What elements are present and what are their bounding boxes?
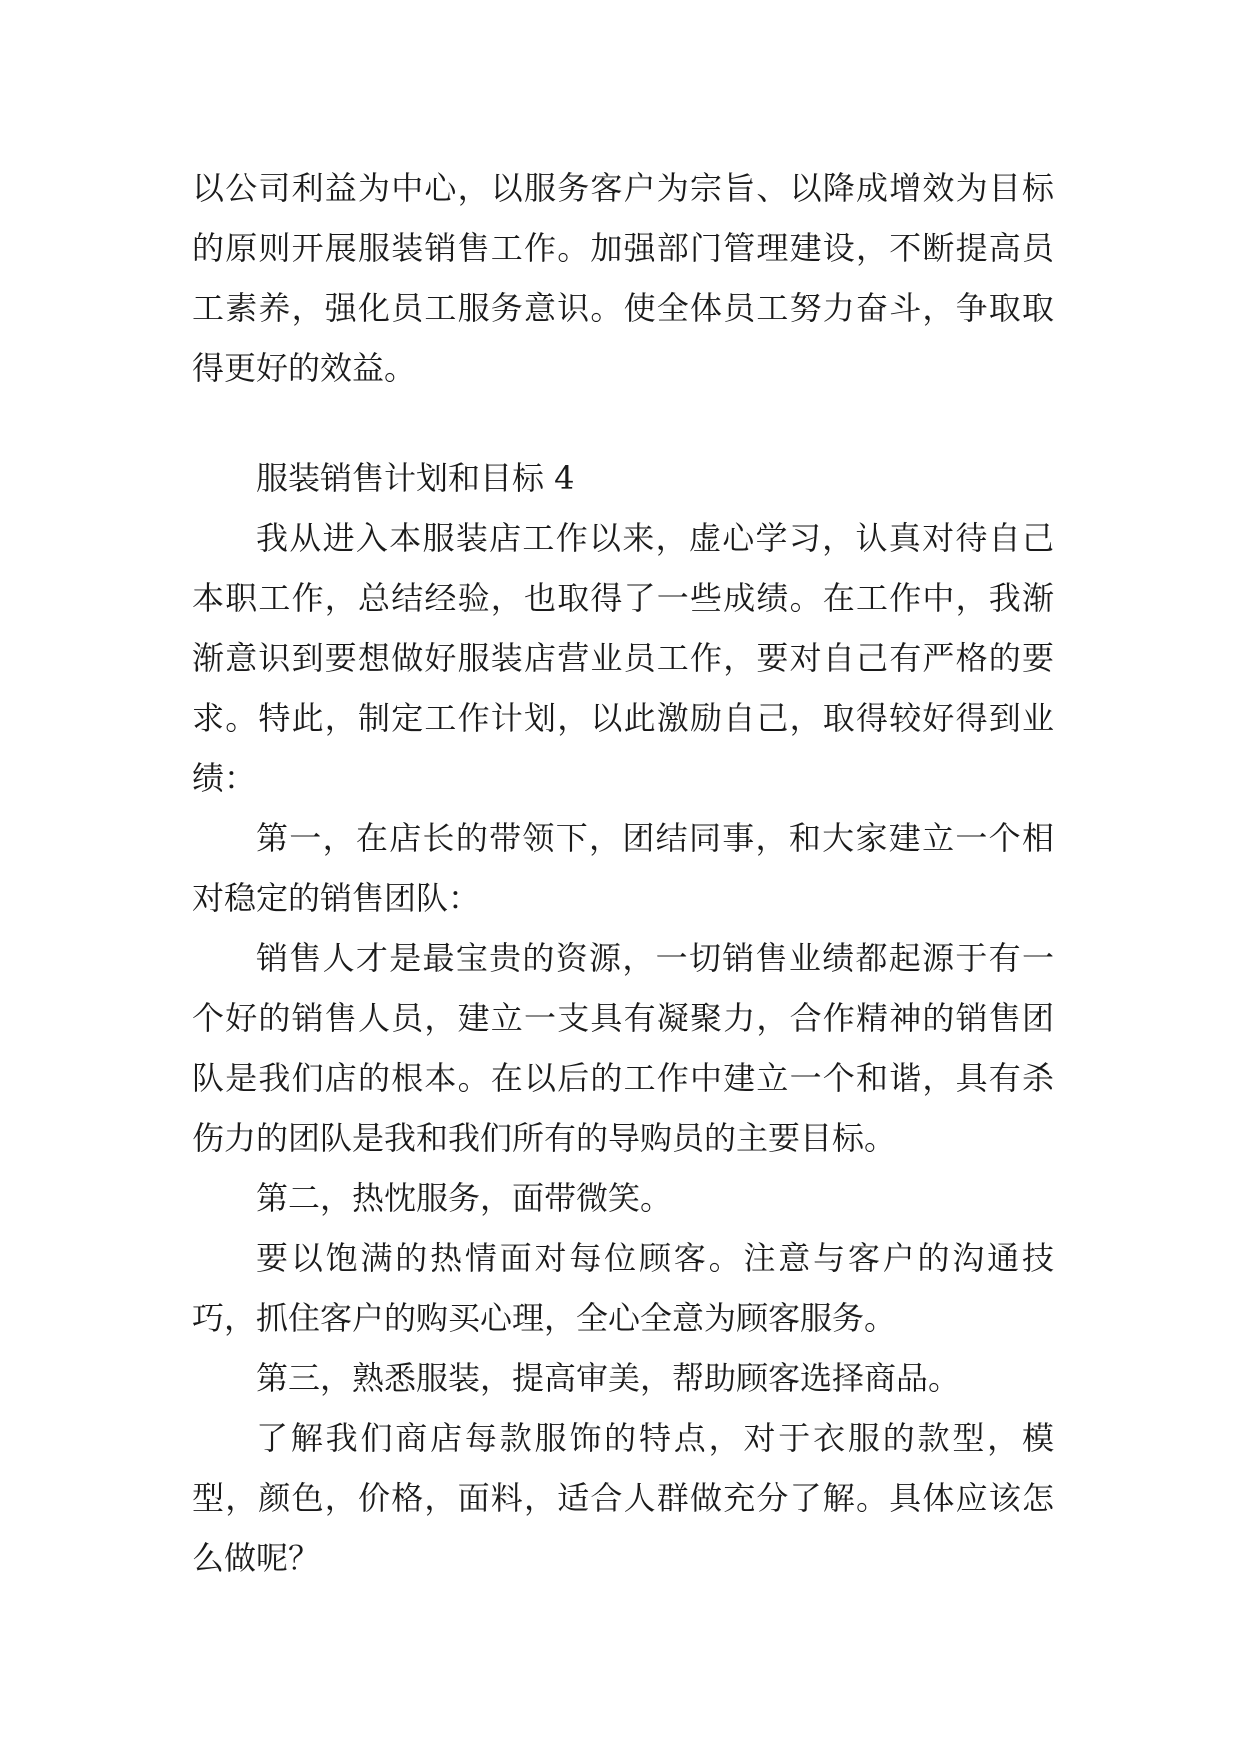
intro-block: [192, 158, 1054, 398]
section-heading: 服装销售计划和目标 4: [256, 459, 575, 497]
paragraph-point-one: 第一，在店长的带领下，团结同事，和大家建立一个相对稳定的销售团队：: [192, 819, 1054, 917]
paragraph-team-detail: 销售人才是最宝贵的资源，一切销售业绩都起源于有一个好的销售人员，建立一支具有凝聚力，合作精神的销售团队是我们店的根本。在以后的工作中建立一个和谐，具有杀伤力的团队是我和我们所有的导购员的主要目标。: [192, 939, 1054, 1157]
intro-paragraph: 以公司利益为中心，以服务客户为宗旨、以降成增效为目标的原则开展服装销售工作。加强部门管理建设，不断提高员工素养，强化员工服务意识。使全体员工努力奋斗，争取取得更好的效益。: [192, 169, 1054, 387]
paragraph-point-three: 第三，熟悉服装，提高审美，帮助顾客选择商品。: [256, 1359, 961, 1397]
paragraph-point-two: 第二，热忱服务，面带微笑。: [256, 1179, 673, 1217]
section-block: [192, 448, 1054, 1588]
paragraph-clothing-detail: 了解我们商店每款服饰的特点，对于衣服的款型，模型，颜色，价格，面料，适合人群做充分了解。具体应该怎么做呢？: [192, 1419, 1054, 1577]
paragraph-service-detail: 要以饱满的热情面对每位顾客。注意与客户的沟通技巧，抓住客户的购买心理，全心全意为顾客服务。: [192, 1239, 1054, 1337]
paragraph-intro: 我从进入本服装店工作以来，虚心学习，认真对待自己本职工作，总结经验，也取得了一些成绩。在工作中，我渐渐意识到要想做好服装店营业员工作，要对自己有严格的要求。特此，制定工作计划，以此激励自己，取得较好得到业绩：: [192, 519, 1054, 797]
